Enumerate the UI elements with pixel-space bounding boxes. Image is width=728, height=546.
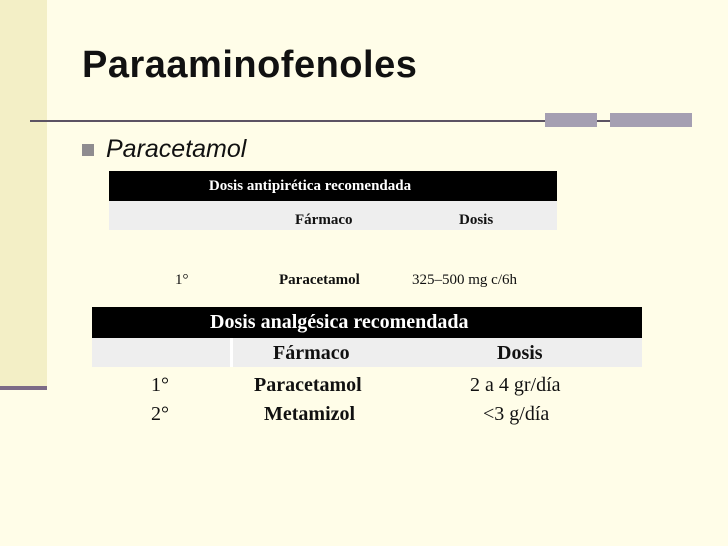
column-header-drug: Fármaco <box>295 212 353 228</box>
bullet-text: Paracetamol <box>106 135 247 163</box>
bullet-item <box>82 135 246 164</box>
table-title: Dosis antipirética recomendada <box>208 177 412 194</box>
table-title: Dosis analgésica recomendada <box>210 311 469 333</box>
column-header-dose: Dosis <box>497 342 543 364</box>
column-header-dose: Dosis <box>459 212 494 228</box>
square-bullet-icon <box>82 144 94 156</box>
row-dose: 2 a 4 gr/día <box>470 374 561 396</box>
row-drug: Paracetamol <box>279 272 360 288</box>
title-rule-block-1 <box>545 113 597 127</box>
row-rank: 2° <box>151 403 169 425</box>
left-decor-line <box>0 386 47 390</box>
row-drug: Paracetamol <box>254 374 362 396</box>
row-dose: 325–500 mg c/6h <box>412 272 517 288</box>
table-row <box>92 371 642 399</box>
table-header-row <box>92 338 642 367</box>
row-rank: 1° <box>175 272 189 288</box>
table-title-bar <box>92 307 642 338</box>
title-rule-block-2 <box>610 113 692 127</box>
row-dose: <3 g/día <box>483 403 550 425</box>
table-row <box>109 266 569 294</box>
header-divider <box>230 338 233 367</box>
row-drug: Metamizol <box>264 403 356 425</box>
row-rank: 1° <box>151 374 169 396</box>
column-header-drug: Fármaco <box>273 342 350 364</box>
table-header-row <box>109 201 557 230</box>
table-title-bar <box>109 171 557 201</box>
slide-title: Paraaminofenoles <box>82 44 418 86</box>
table-row <box>92 400 642 428</box>
left-decor-band <box>0 0 47 390</box>
